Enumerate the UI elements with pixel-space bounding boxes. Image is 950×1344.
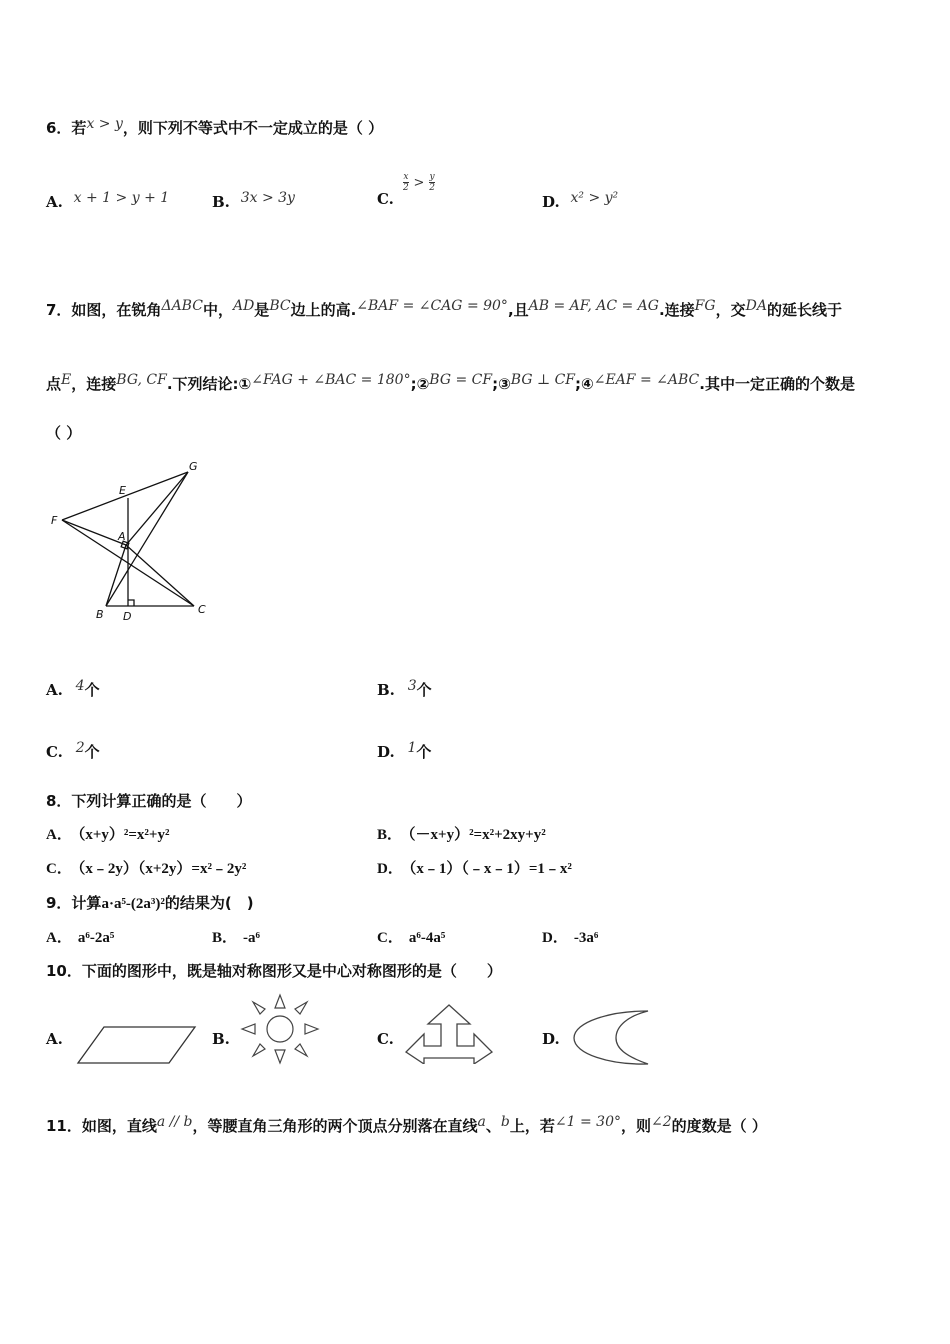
- q7-stem-line-3: （ ）: [46, 424, 82, 442]
- q9-stem: 9．计算a·a⁵-(2a³)²的结果为( ): [46, 894, 254, 912]
- segment-ag: [126, 472, 188, 545]
- q7-geometry-figure: [46, 458, 221, 628]
- arrows-icon: [404, 1002, 494, 1064]
- label-e: E: [119, 484, 126, 497]
- parallelogram-icon: [76, 1024, 198, 1066]
- q9-option-a[interactable]: A． a⁶-2a⁵: [46, 930, 115, 946]
- q10-option-c[interactable]: C.: [377, 1030, 394, 1048]
- q7-option-b[interactable]: B. 3个: [377, 678, 432, 699]
- q9-option-d[interactable]: D． -3a⁶: [542, 930, 599, 946]
- q10-option-d[interactable]: D.: [542, 1030, 560, 1048]
- segment-ab: [106, 545, 126, 606]
- crescent-icon: [570, 1008, 654, 1066]
- right-angle-mark: [128, 600, 134, 606]
- q6-option-d[interactable]: D. x² > y²: [542, 190, 619, 211]
- label-b: B: [96, 608, 104, 621]
- sun-icon: [240, 993, 320, 1065]
- q10-option-b[interactable]: B.: [212, 1030, 230, 1048]
- q8-option-c[interactable]: C． （x﹣2y）（x+2y）=x²﹣2y²: [46, 861, 247, 877]
- segment-ac: [126, 545, 194, 606]
- q6-stem: 6．若x > y，则下列不等式中不一定成立的是（ ）: [46, 116, 384, 137]
- q10-option-a[interactable]: A.: [46, 1030, 63, 1048]
- label-a: A: [118, 530, 126, 543]
- q6-option-a[interactable]: A. x + 1 > y + 1: [46, 190, 170, 211]
- q7-option-c[interactable]: C. 2个: [46, 740, 100, 761]
- fraction-expression: $\frac{x}{2}$ > $\frac{y}{2}$: [403, 172, 435, 193]
- q9-option-b[interactable]: B． -a⁶: [212, 930, 261, 946]
- q7-stem-line-2: 点E，连接BG, CF.下列结论:①∠FAG + ∠BAC = 180°;②BG = CF;③BG ⊥ CF;④∠EAF = ∠ABC.其中一定正确的个数是: [46, 372, 855, 393]
- q11-stem: 11．如图，直线a // b，等腰直角三角形的两个顶点分别落在直线a、b上，若∠1 = 30°，则∠2的度数是（ ）: [46, 1114, 767, 1135]
- q6-option-b[interactable]: B. 3x > 3y: [212, 190, 295, 211]
- label-c: C: [198, 603, 206, 616]
- label-g: G: [189, 460, 198, 473]
- q9-option-c[interactable]: C． a⁶-4a⁵: [377, 930, 446, 946]
- q8-option-d[interactable]: D． （x﹣1）（﹣x﹣1）=1﹣x²: [377, 861, 572, 877]
- label-f: F: [51, 514, 58, 527]
- q7-stem-line-1: 7．如图，在锐角ΔABC中，AD是BC边上的高.∠BAF = ∠CAG = 90°,且AB = AF, AC = AG.连接FG，交DA的延长线于: [46, 298, 842, 319]
- q7-option-a[interactable]: A. 4个: [46, 678, 100, 699]
- q10-stem: 10．下面的图形中，既是轴对称图形又是中心对称图形的是（ ）: [46, 962, 502, 980]
- q7-option-d[interactable]: D. 1个: [377, 740, 432, 761]
- q8-option-a[interactable]: A． （x+y）²=x²+y²: [46, 827, 170, 843]
- q8-stem: 8．下列计算正确的是（ ）: [46, 792, 252, 810]
- label-d: D: [123, 610, 132, 623]
- q8-option-b[interactable]: B． （－x+y）²=x²+2xy+y²: [377, 827, 546, 843]
- q6-option-c[interactable]: C. $\frac{x}{2}$ > $\frac{y}{2}$: [377, 172, 435, 208]
